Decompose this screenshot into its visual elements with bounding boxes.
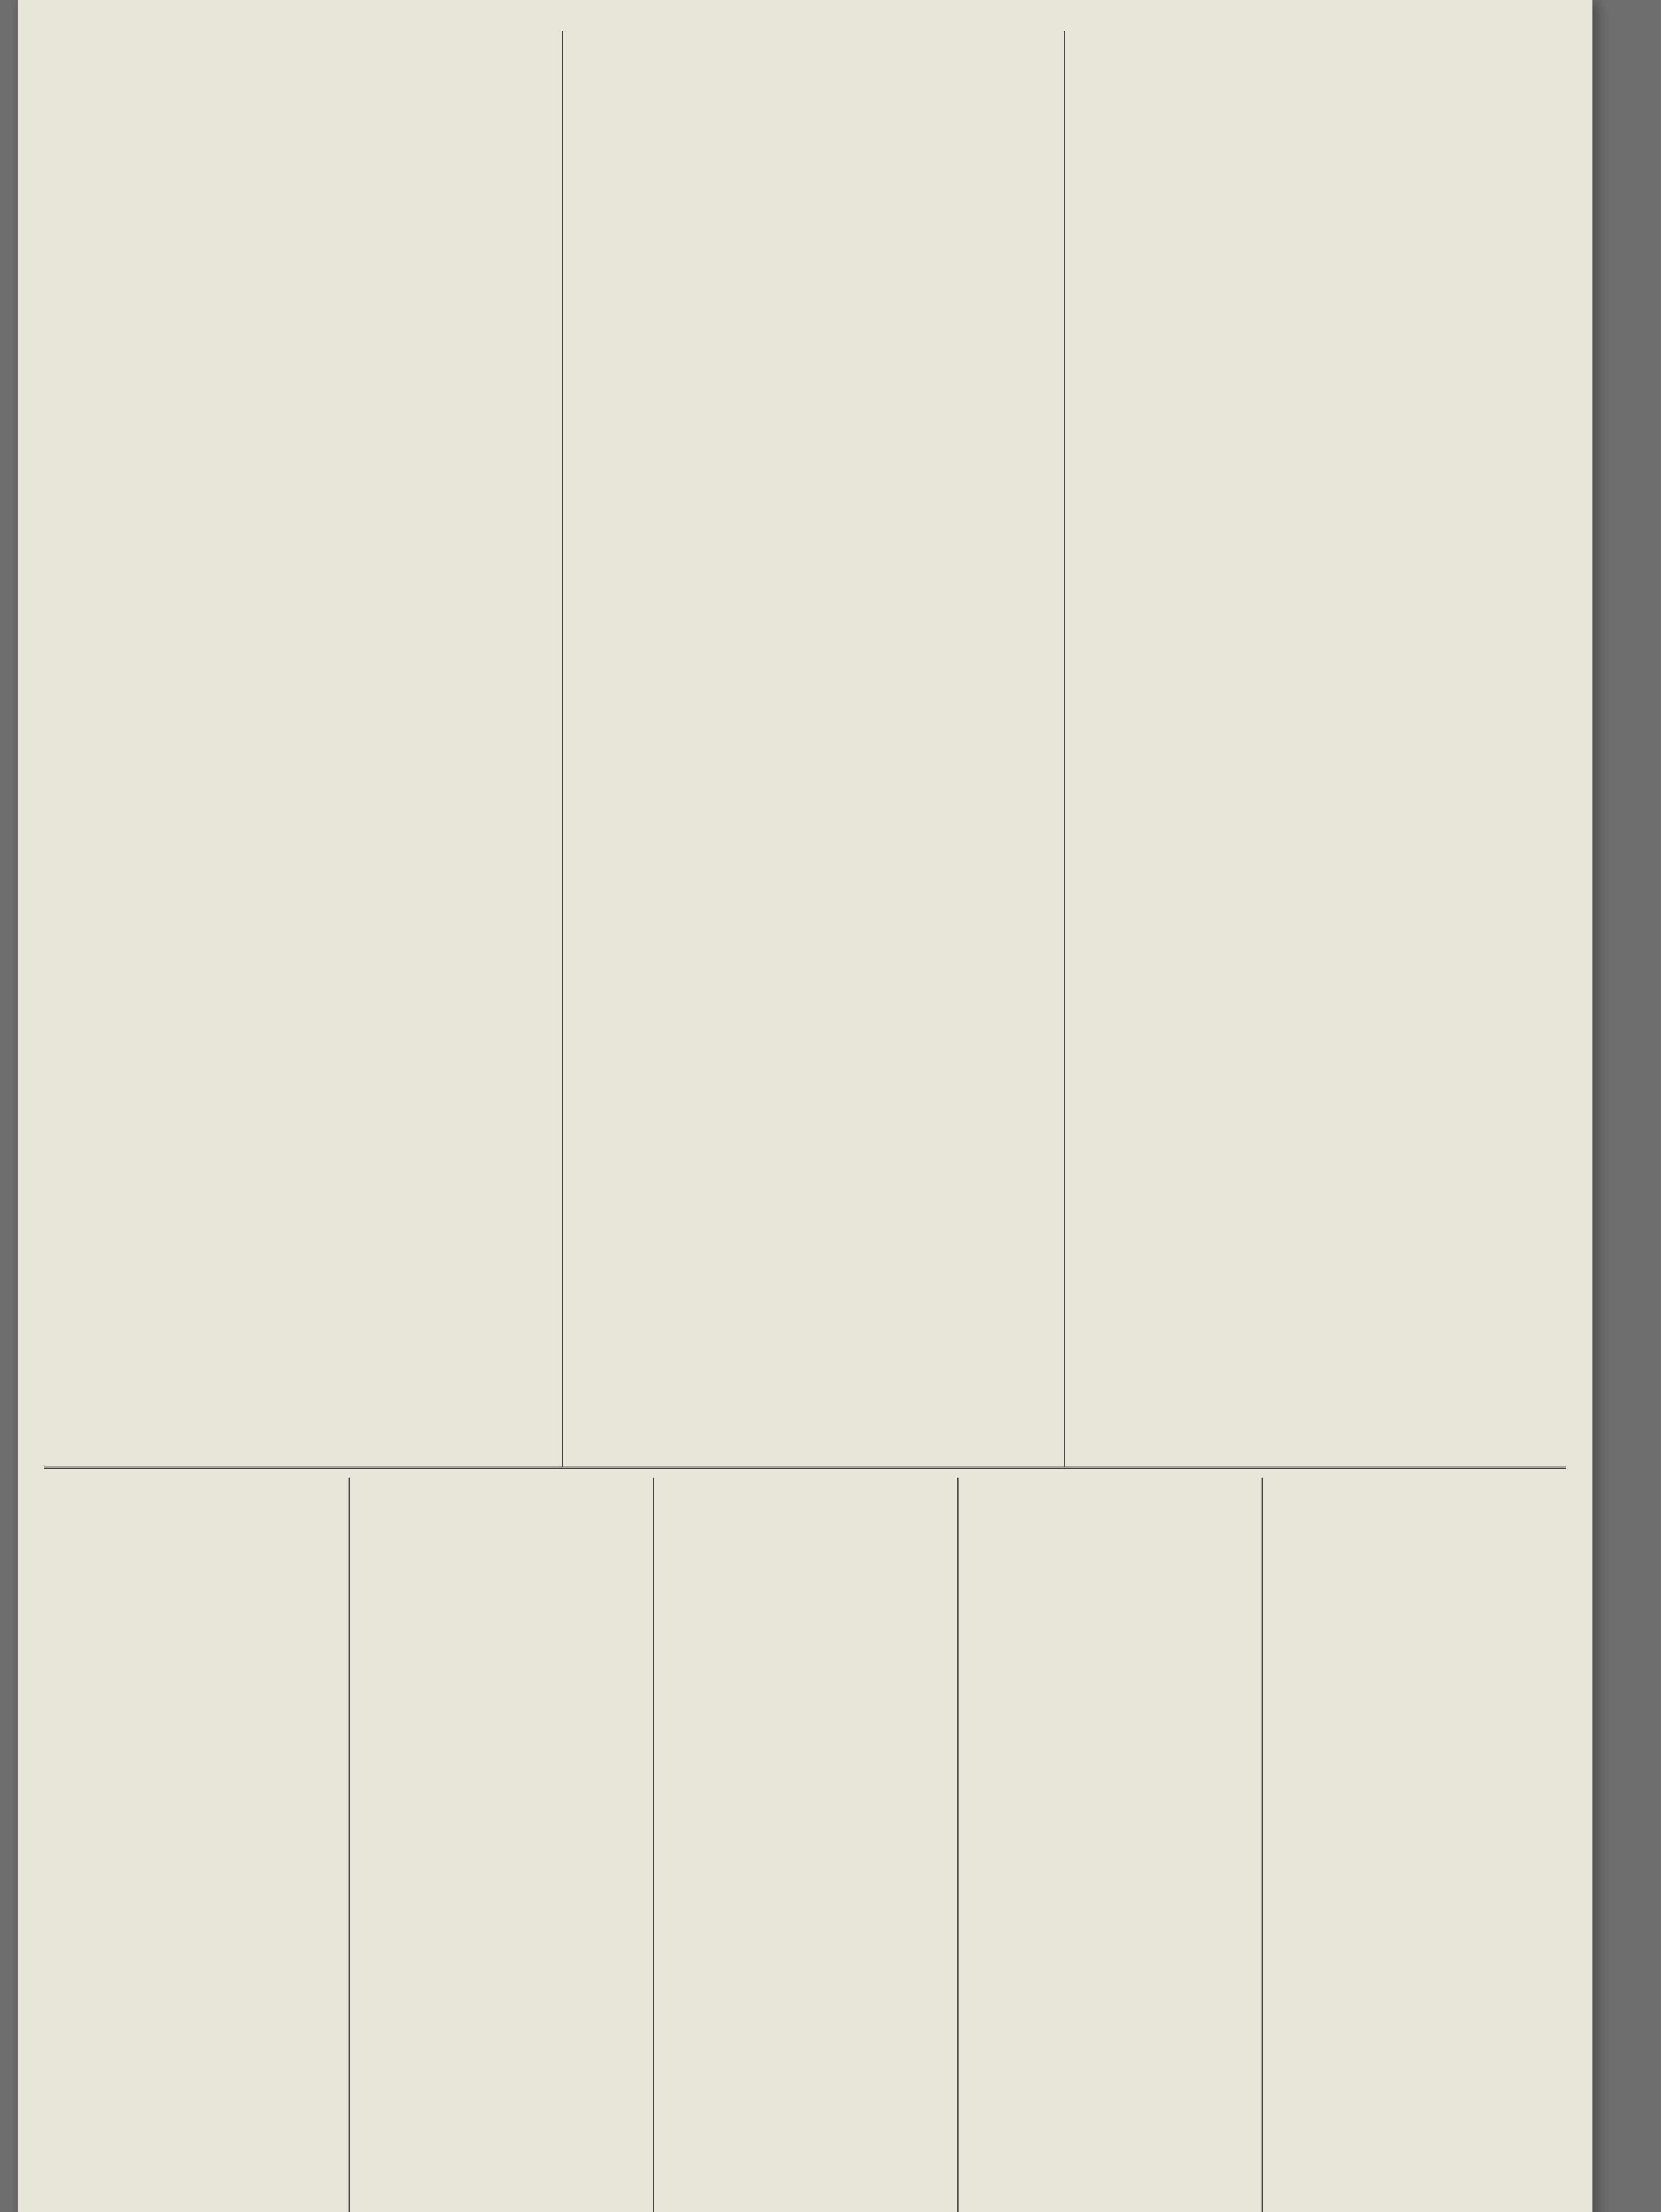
ads-column [653, 1478, 957, 2212]
news-column [44, 31, 562, 1467]
ads-column [349, 1478, 653, 2212]
classified-ads-section [44, 1478, 1566, 2212]
newspaper-page [18, 0, 1592, 2212]
ads-column [44, 1478, 349, 2212]
news-column [562, 31, 1064, 1467]
ads-column [1262, 1478, 1566, 2212]
news-column [1064, 31, 1566, 1467]
news-section [44, 31, 1566, 1469]
ads-column [957, 1478, 1262, 2212]
